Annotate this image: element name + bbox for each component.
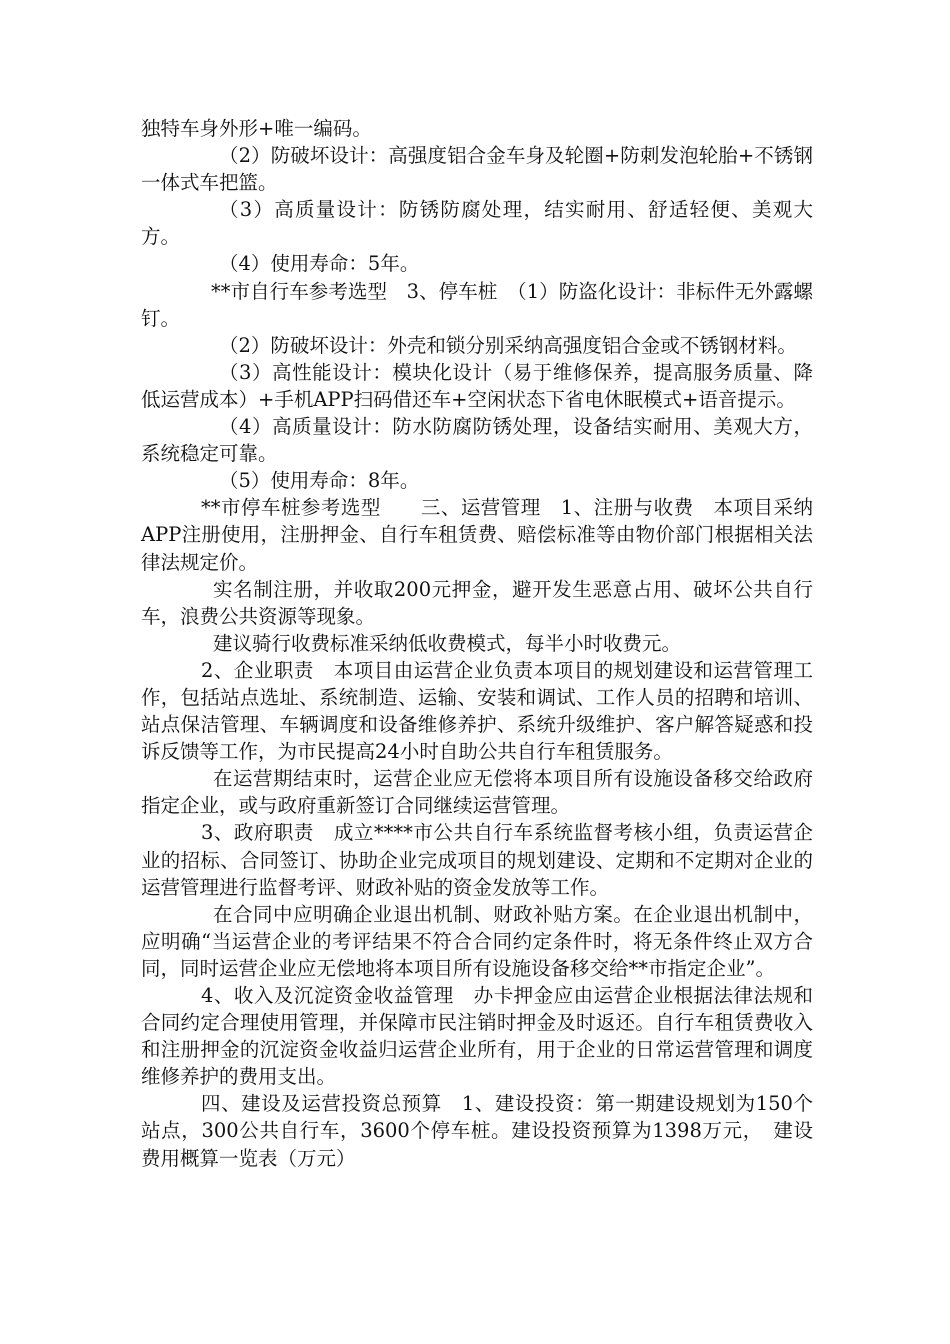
paragraph-16: 在合同中应明确企业退出机制、财政补贴方案。在企业退出机制中，应明确“当运营企业的考评结果不符合合同约定条件时，将无条件终止双方合同，同时运营企业应无偿地将本项目所有设施设备移交给**市指定企业”。 xyxy=(141,902,813,980)
paragraph-8: （4）高质量设计：防水防腐防锈处理，设备结实耐用、美观大方，系统稳定可靠。 xyxy=(141,415,813,466)
paragraph-1: 独特车身外形+唯一编码。 xyxy=(141,117,372,140)
paragraph-15: 3、政府职责 成立****市公共自行车系统监督考核小组，负责运营企业的招标、合同签订、协助企业完成项目的规划建设、定期和不定期对企业的运营管理进行监督考评、财政补贴的资金发放等工作。 xyxy=(141,821,813,899)
paragraph-14: 在运营期结束时，运营企业应无偿将本项目所有设施设备移交给政府指定企业，或与政府重新签订合同继续运营管理。 xyxy=(141,767,813,818)
paragraph-2: （2）防破坏设计：高强度铝合金车身及轮圈+防刺发泡轮胎+不锈钢一体式车把篮。 xyxy=(141,144,813,195)
paragraph-13: 2、企业职责 本项目由运营企业负责本项目的规划建设和运营管理工作，包括站点选址、系统制造、运输、安装和调试、工作人员的招聘和培训、站点保洁管理、车辆调度和设备维修养护、系统升级维护、客户解答疑惑和投诉反馈等工作，为市民提高24小时自助公共自行车租赁服务。 xyxy=(141,658,813,764)
paragraph-5: **市自行车参考选型 3、停车桩 （1）防盗化设计：非标件无外露螺钉。 xyxy=(141,279,813,330)
paragraph-10: **市停车桩参考选型 三、运营管理 1、注册与收费 本项目采纳APP注册使用，注册押金、自行车租赁费、赔偿标准等由物价部门根据相关法律法规定价。 xyxy=(141,496,813,574)
paragraph-7: （3）高性能设计：模块化设计（易于维修保养，提高服务质量、降低运营成本）+手机APP扫码借还车+空闲状态下省电休眠模式+语音提示。 xyxy=(141,360,813,411)
paragraph-17: 4、收入及沉淀资金收益管理 办卡押金应由运营企业根据法律法规和合同约定合理使用管理，并保障市民注销时押金及时返还。自行车租赁费收入和注册押金的沉淀资金收益归运营企业所有，用于企业的日常运营管理和调度维修养护的费用支出。 xyxy=(141,984,813,1089)
paragraph-18: 四、建设及运营投资总预算 1、建设投资：第一期建设规划为150个站点，300公共自行车，3600个停车桩。建设投资预算为1398万元， 建设费用概算一览表（万元） xyxy=(141,1092,813,1170)
paragraph-12: 建议骑行收费标准采纳低收费模式，每半小时收费元。 xyxy=(213,631,682,655)
paragraph-9: （5）使用寿命：8年。 xyxy=(219,469,420,493)
paragraph-4: （4）使用寿命：5年。 xyxy=(219,252,420,276)
document-body xyxy=(141,115,813,1172)
paragraph-6: （2）防破坏设计：外壳和锁分别采纳高强度铝合金或不锈钢材料。 xyxy=(219,333,797,357)
paragraph-11: 实名制注册，并收取200元押金，避开发生恶意占用、破坏公共自行车，浪费公共资源等现象。 xyxy=(141,577,813,628)
paragraph-3: （3）高质量设计：防锈防腐处理，结实耐用、舒适轻便、美观大方。 xyxy=(141,198,813,249)
